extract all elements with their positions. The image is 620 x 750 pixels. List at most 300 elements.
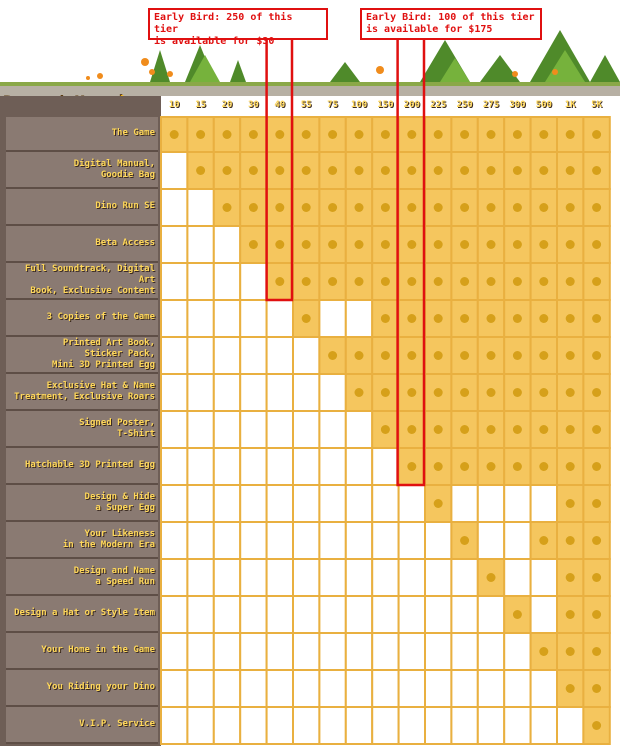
- cell-empty: [187, 226, 213, 263]
- included-dot: [381, 277, 390, 286]
- cell-empty: [240, 559, 266, 596]
- included-dot: [249, 130, 258, 139]
- column-header: 5K: [591, 100, 602, 110]
- cell-empty: [293, 485, 319, 522]
- cell-empty: [267, 448, 293, 485]
- cell-empty: [557, 707, 583, 744]
- column-header: 30: [247, 100, 259, 110]
- cell-empty: [214, 411, 240, 448]
- cell-empty: [319, 374, 345, 411]
- included-dot: [355, 240, 364, 249]
- cell-empty: [478, 707, 504, 744]
- included-dot: [592, 425, 601, 434]
- cell-empty: [214, 670, 240, 707]
- cell-empty: [319, 485, 345, 522]
- included-dot: [592, 647, 601, 656]
- included-dot: [460, 130, 469, 139]
- column-header: 100: [350, 100, 368, 110]
- callout-line: Early Bird: 250 of this tier: [154, 12, 293, 35]
- included-dot: [196, 166, 205, 175]
- included-dot: [566, 684, 575, 693]
- included-dot: [302, 203, 311, 212]
- column-header: 75: [327, 100, 338, 110]
- cell-empty: [161, 411, 187, 448]
- included-dot: [407, 203, 416, 212]
- included-dot: [302, 130, 311, 139]
- cell-empty: [240, 522, 266, 559]
- cell-empty: [214, 559, 240, 596]
- column-header: 55: [300, 100, 312, 110]
- included-dot: [460, 203, 469, 212]
- cell-empty: [425, 522, 451, 559]
- cell-empty: [240, 670, 266, 707]
- cell-empty: [240, 300, 266, 337]
- cell-empty: [478, 633, 504, 670]
- included-dot: [592, 684, 601, 693]
- cell-empty: [187, 448, 213, 485]
- included-dot: [434, 388, 443, 397]
- cell-empty: [214, 374, 240, 411]
- included-dot: [539, 166, 548, 175]
- row-label: The Game: [6, 117, 158, 152]
- callout-line: Early Bird: 100 of this tier: [366, 12, 535, 23]
- included-dot: [539, 240, 548, 249]
- included-dot: [328, 240, 337, 249]
- row-label: Beta Access: [6, 226, 158, 263]
- cell-empty: [267, 300, 293, 337]
- cell-empty: [372, 670, 398, 707]
- included-dot: [513, 314, 522, 323]
- cell-empty: [346, 559, 372, 596]
- included-dot: [487, 203, 496, 212]
- included-dot: [513, 351, 522, 360]
- cell-empty: [161, 670, 187, 707]
- cell-empty: [214, 596, 240, 633]
- included-dot: [513, 130, 522, 139]
- cell-empty: [451, 670, 477, 707]
- included-dot: [487, 388, 496, 397]
- cell-empty: [319, 448, 345, 485]
- cell-empty: [187, 300, 213, 337]
- included-dot: [275, 203, 284, 212]
- included-dot: [460, 351, 469, 360]
- cell-empty: [214, 337, 240, 374]
- cell-empty: [187, 263, 213, 300]
- cell-empty: [346, 522, 372, 559]
- cell-empty: [187, 189, 213, 226]
- included-dot: [566, 647, 575, 656]
- cell-empty: [425, 670, 451, 707]
- row-label: Digital Manual, Goodie Bag: [6, 152, 158, 189]
- included-dot: [487, 277, 496, 286]
- row-label: Dino Run SE: [6, 189, 158, 226]
- included-dot: [539, 314, 548, 323]
- included-dot: [407, 277, 416, 286]
- included-dot: [381, 425, 390, 434]
- cell-empty: [214, 448, 240, 485]
- included-dot: [275, 240, 284, 249]
- included-dot: [381, 203, 390, 212]
- included-dot: [566, 240, 575, 249]
- cell-empty: [399, 670, 425, 707]
- row-label: You Riding your Dino: [6, 670, 158, 707]
- cell-empty: [267, 707, 293, 744]
- cell-empty: [504, 559, 530, 596]
- callout-line: is available for $30: [154, 36, 275, 47]
- cell-empty: [425, 596, 451, 633]
- included-dot: [381, 388, 390, 397]
- included-dot: [460, 166, 469, 175]
- cell-empty: [267, 411, 293, 448]
- cell-empty: [319, 300, 345, 337]
- cell-empty: [161, 559, 187, 596]
- included-dot: [566, 277, 575, 286]
- cell-empty: [478, 670, 504, 707]
- cell-empty: [346, 411, 372, 448]
- included-dot: [487, 130, 496, 139]
- cell-empty: [399, 707, 425, 744]
- cell-empty: [187, 374, 213, 411]
- cell-empty: [161, 189, 187, 226]
- column-header: 225: [430, 100, 447, 110]
- included-dot: [460, 277, 469, 286]
- row-label: Printed Art Book, Sticker Pack, Mini 3D Printed Egg: [6, 337, 158, 374]
- included-dot: [302, 166, 311, 175]
- included-dot: [355, 388, 364, 397]
- included-dot: [487, 314, 496, 323]
- cell-empty: [161, 300, 187, 337]
- row-label: Hatchable 3D Printed Egg: [6, 448, 158, 485]
- cell-empty: [319, 670, 345, 707]
- included-dot: [513, 610, 522, 619]
- cell-empty: [187, 485, 213, 522]
- cell-empty: [504, 522, 530, 559]
- included-dot: [566, 610, 575, 619]
- cell-empty: [293, 411, 319, 448]
- cell-empty: [293, 448, 319, 485]
- included-dot: [355, 203, 364, 212]
- cell-empty: [240, 707, 266, 744]
- row-label: V.I.P. Service: [6, 707, 158, 744]
- cell-empty: [319, 707, 345, 744]
- column-header: 500: [535, 100, 552, 110]
- included-dot: [434, 240, 443, 249]
- included-dot: [592, 462, 601, 471]
- cell-empty: [293, 522, 319, 559]
- cell-empty: [161, 485, 187, 522]
- included-dot: [539, 203, 548, 212]
- cell-empty: [451, 559, 477, 596]
- cell-empty: [161, 337, 187, 374]
- cell-empty: [214, 522, 240, 559]
- row-label: 3 Copies of the Game: [6, 300, 158, 337]
- column-header: 200: [403, 100, 420, 110]
- included-dot: [407, 314, 416, 323]
- row-label: Signed Poster, T-Shirt: [6, 411, 158, 448]
- cell-empty: [214, 485, 240, 522]
- cell-empty: [187, 522, 213, 559]
- included-dot: [487, 573, 496, 582]
- cell-empty: [399, 559, 425, 596]
- cell-empty: [478, 596, 504, 633]
- cell-empty: [161, 448, 187, 485]
- cell-empty: [214, 226, 240, 263]
- cell-empty: [214, 633, 240, 670]
- cell-empty: [319, 522, 345, 559]
- column-header: 40: [274, 100, 286, 110]
- included-dot: [434, 462, 443, 471]
- cell-empty: [267, 633, 293, 670]
- included-dot: [566, 499, 575, 508]
- included-dot: [513, 277, 522, 286]
- included-dot: [592, 536, 601, 545]
- cell-empty: [161, 596, 187, 633]
- included-dot: [434, 425, 443, 434]
- cell-empty: [161, 633, 187, 670]
- included-dot: [592, 166, 601, 175]
- cell-empty: [372, 633, 398, 670]
- included-dot: [434, 351, 443, 360]
- cell-empty: [267, 522, 293, 559]
- row-label: Full Soundtrack, Digital Art Book, Exclusive Content: [6, 263, 158, 300]
- included-dot: [513, 388, 522, 397]
- cell-empty: [372, 485, 398, 522]
- included-dot: [539, 647, 548, 656]
- cell-empty: [187, 633, 213, 670]
- included-dot: [249, 166, 258, 175]
- included-dot: [434, 166, 443, 175]
- included-dot: [592, 610, 601, 619]
- column-header: 10: [168, 100, 180, 110]
- cell-empty: [399, 485, 425, 522]
- cell-empty: [346, 633, 372, 670]
- cell-empty: [187, 559, 213, 596]
- cell-empty: [319, 411, 345, 448]
- cell-empty: [240, 374, 266, 411]
- included-dot: [592, 388, 601, 397]
- cell-empty: [267, 559, 293, 596]
- cell-empty: [293, 670, 319, 707]
- included-dot: [513, 462, 522, 471]
- cell-empty: [346, 596, 372, 633]
- included-dot: [460, 462, 469, 471]
- cell-empty: [240, 263, 266, 300]
- cell-empty: [267, 337, 293, 374]
- cell-empty: [531, 596, 557, 633]
- cell-empty: [267, 485, 293, 522]
- cell-empty: [214, 300, 240, 337]
- cell-empty: [293, 707, 319, 744]
- cell-empty: [531, 485, 557, 522]
- included-dot: [539, 462, 548, 471]
- included-dot: [223, 203, 232, 212]
- cell-empty: [267, 374, 293, 411]
- column-header: 250: [456, 100, 473, 110]
- included-dot: [328, 166, 337, 175]
- cell-empty: [451, 485, 477, 522]
- column-header: 300: [509, 100, 526, 110]
- included-dot: [328, 351, 337, 360]
- included-dot: [592, 240, 601, 249]
- cell-empty: [425, 559, 451, 596]
- included-dot: [592, 573, 601, 582]
- included-dot: [381, 314, 390, 323]
- included-dot: [355, 351, 364, 360]
- included-dot: [223, 130, 232, 139]
- included-dot: [407, 388, 416, 397]
- included-dot: [407, 166, 416, 175]
- cell-empty: [293, 559, 319, 596]
- cell-empty: [372, 596, 398, 633]
- cell-empty: [293, 337, 319, 374]
- included-dot: [592, 203, 601, 212]
- cell-empty: [504, 670, 530, 707]
- included-dot: [328, 277, 337, 286]
- included-dot: [407, 425, 416, 434]
- included-dot: [566, 166, 575, 175]
- cell-empty: [451, 596, 477, 633]
- cell-empty: [451, 633, 477, 670]
- cell-empty: [504, 707, 530, 744]
- included-dot: [434, 277, 443, 286]
- included-dot: [566, 536, 575, 545]
- column-header: 1K: [564, 100, 576, 110]
- included-dot: [566, 462, 575, 471]
- included-dot: [275, 277, 284, 286]
- row-label: Design & Hide a Super Egg: [6, 485, 158, 522]
- cell-empty: [425, 707, 451, 744]
- included-dot: [566, 203, 575, 212]
- included-dot: [539, 130, 548, 139]
- cell-empty: [161, 522, 187, 559]
- included-dot: [407, 462, 416, 471]
- included-dot: [487, 166, 496, 175]
- included-dot: [275, 130, 284, 139]
- included-dot: [275, 166, 284, 175]
- cell-empty: [161, 226, 187, 263]
- cell-empty: [161, 374, 187, 411]
- cell-empty: [319, 596, 345, 633]
- included-dot: [249, 203, 258, 212]
- cell-empty: [399, 633, 425, 670]
- row-label: Exclusive Hat & Name Treatment, Exclusive Roars: [6, 374, 158, 411]
- included-dot: [381, 166, 390, 175]
- included-dot: [381, 130, 390, 139]
- included-dot: [381, 351, 390, 360]
- cell-empty: [399, 596, 425, 633]
- included-dot: [513, 166, 522, 175]
- included-dot: [566, 314, 575, 323]
- included-dot: [355, 277, 364, 286]
- included-dot: [592, 314, 601, 323]
- column-header: 275: [482, 100, 500, 110]
- cell-empty: [478, 485, 504, 522]
- included-dot: [381, 240, 390, 249]
- included-dot: [592, 351, 601, 360]
- included-dot: [460, 425, 469, 434]
- cell-empty: [346, 670, 372, 707]
- included-dot: [328, 203, 337, 212]
- cell-empty: [346, 707, 372, 744]
- included-dot: [302, 314, 311, 323]
- included-dot: [513, 203, 522, 212]
- column-header: 20: [221, 100, 233, 110]
- cell-empty: [372, 707, 398, 744]
- included-dot: [592, 277, 601, 286]
- included-dot: [434, 314, 443, 323]
- included-dot: [302, 240, 311, 249]
- column-header: 15: [195, 100, 206, 110]
- included-dot: [487, 240, 496, 249]
- cell-empty: [504, 485, 530, 522]
- included-dot: [513, 425, 522, 434]
- included-dot: [566, 351, 575, 360]
- included-dot: [566, 388, 575, 397]
- included-dot: [592, 721, 601, 730]
- included-dot: [434, 130, 443, 139]
- included-dot: [539, 388, 548, 397]
- cell-empty: [214, 707, 240, 744]
- row-label: Your Home in the Game: [6, 633, 158, 670]
- cell-empty: [346, 300, 372, 337]
- included-dot: [196, 130, 205, 139]
- included-dot: [302, 277, 311, 286]
- cell-empty: [267, 596, 293, 633]
- cell-empty: [187, 411, 213, 448]
- cell-empty: [161, 263, 187, 300]
- cell-empty: [293, 596, 319, 633]
- included-dot: [539, 536, 548, 545]
- included-dot: [566, 130, 575, 139]
- included-dot: [539, 425, 548, 434]
- included-dot: [407, 240, 416, 249]
- included-dot: [170, 130, 179, 139]
- included-dot: [592, 499, 601, 508]
- included-dot: [355, 130, 364, 139]
- cell-empty: [267, 670, 293, 707]
- cell-empty: [372, 448, 398, 485]
- cell-empty: [531, 707, 557, 744]
- included-dot: [592, 130, 601, 139]
- cell-empty: [399, 522, 425, 559]
- included-dot: [487, 462, 496, 471]
- included-dot: [434, 499, 443, 508]
- cell-empty: [531, 670, 557, 707]
- included-dot: [223, 166, 232, 175]
- included-dot: [460, 536, 469, 545]
- cell-empty: [372, 522, 398, 559]
- column-header: 150: [377, 100, 394, 110]
- included-dot: [539, 277, 548, 286]
- cell-empty: [293, 374, 319, 411]
- cell-empty: [504, 633, 530, 670]
- included-dot: [487, 351, 496, 360]
- included-dot: [460, 314, 469, 323]
- cell-empty: [240, 337, 266, 374]
- cell-empty: [346, 448, 372, 485]
- cell-empty: [240, 485, 266, 522]
- included-dot: [407, 130, 416, 139]
- included-dot: [513, 240, 522, 249]
- cell-empty: [319, 633, 345, 670]
- cell-empty: [240, 633, 266, 670]
- cell-empty: [240, 411, 266, 448]
- included-dot: [566, 573, 575, 582]
- cell-empty: [161, 152, 187, 189]
- included-dot: [355, 166, 364, 175]
- row-label: Your Likeness in the Modern Era: [6, 522, 158, 559]
- cell-empty: [346, 485, 372, 522]
